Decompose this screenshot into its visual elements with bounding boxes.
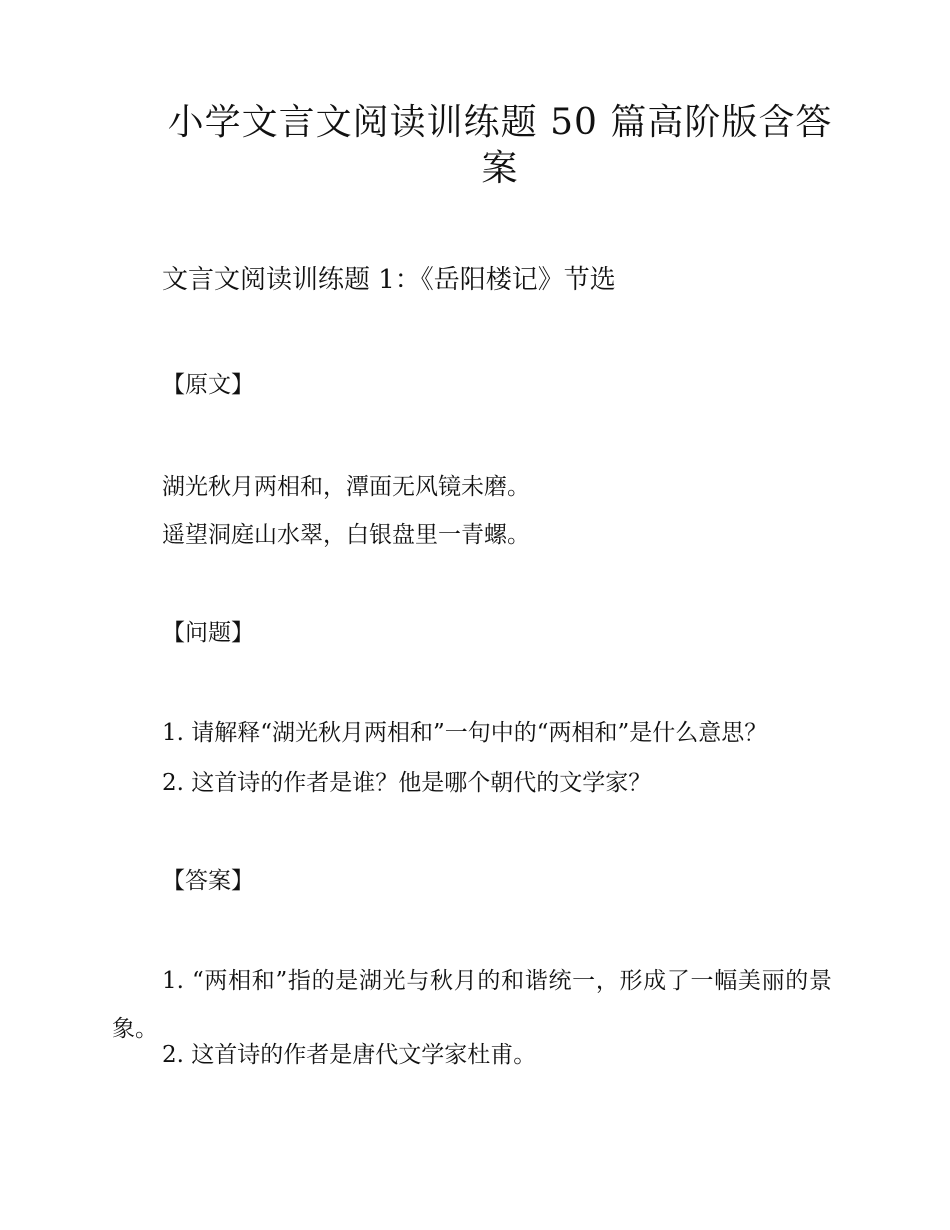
document-title-line-2: 案 xyxy=(481,148,519,189)
exercise-heading: 文言文阅读训练题 1：《岳阳楼记》节选 xyxy=(162,265,616,295)
original-text-line-1: 湖光秋月两相和，潭面无风镜未磨。 xyxy=(162,474,530,500)
section-label-questions: 【问题】 xyxy=(162,620,254,646)
section-label-original: 【原文】 xyxy=(162,372,254,398)
answer-item-2: 2. 这首诗的作者是唐代文学家杜甫。 xyxy=(162,1042,537,1068)
original-text-line-2: 遥望洞庭山水翠，白银盘里一青螺。 xyxy=(162,522,530,548)
document-title-line-1: 小学文言文阅读训练题 50 篇高阶版含答 xyxy=(167,102,833,143)
answer-item-1: 1. “两相和”指的是湖光与秋月的和谐统一，形成了一幅美丽的景象。 xyxy=(112,968,832,1042)
document-title xyxy=(150,100,850,192)
section-label-answers: 【答案】 xyxy=(162,868,254,894)
question-item-1: 1. 请解释“湖光秋月两相和”一句中的“两相和”是什么意思？ xyxy=(162,720,768,746)
question-item-2: 2. 这首诗的作者是谁？他是哪个朝代的文学家？ xyxy=(162,770,652,796)
